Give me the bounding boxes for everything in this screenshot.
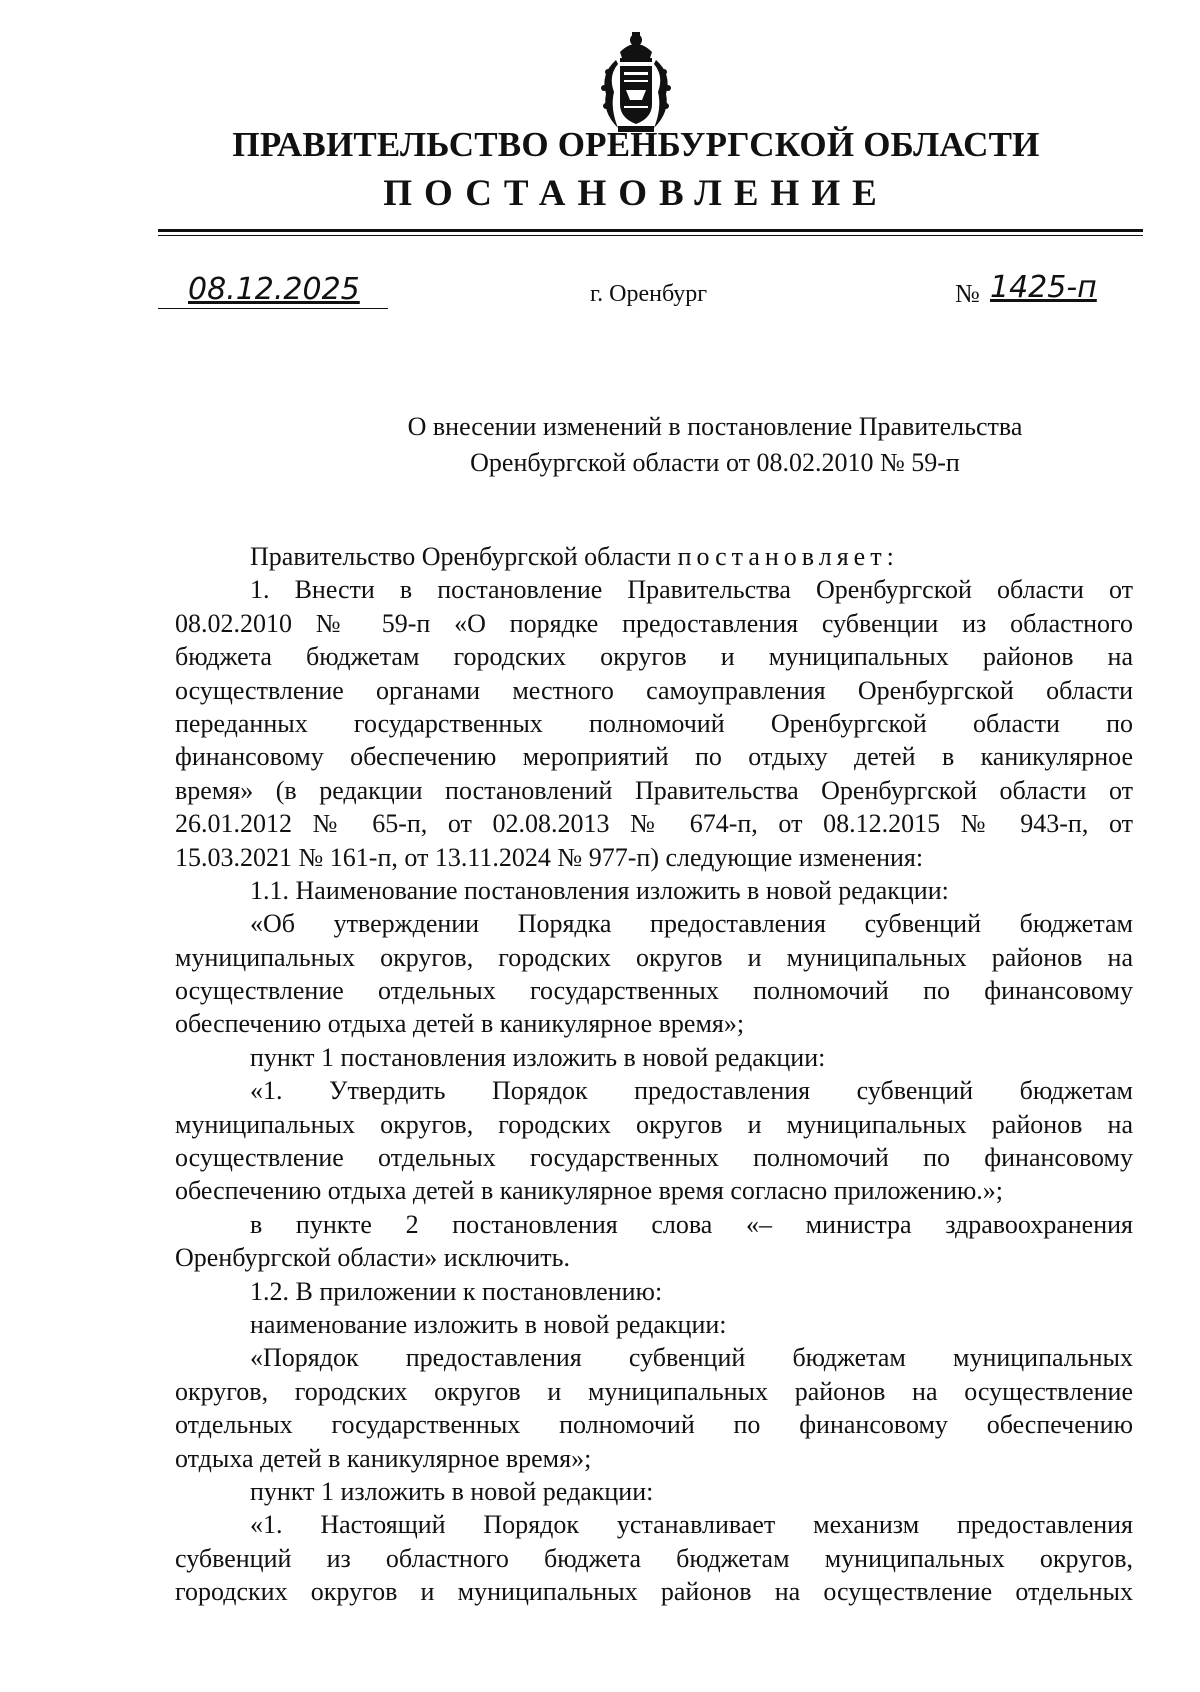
body-line: 1.2. В приложении к постановлению: (250, 1276, 663, 1306)
subject-line: О внесении изменений в постановление Правительства (407, 412, 1023, 441)
document-number: 1425-п (990, 270, 1097, 305)
header-divider-thin (158, 235, 1143, 236)
body-line: осуществление отдельных государственных полномочий по финансовому (175, 976, 1133, 1006)
coat-of-arms-icon (596, 30, 676, 134)
body-line: 26.01.2012 № 65-п, от 02.08.2013 № 674-п, от 08.12.2015 № 943-п, от (175, 809, 1133, 839)
body-line: финансовому обеспечению мероприятий по отдыху детей в каникулярное (175, 742, 1133, 772)
document-date: 08.12.2025 (188, 272, 360, 307)
body-line: отдыха детей в каникулярное время»; (175, 1443, 592, 1473)
body-line: наименование изложить в новой редакции: (250, 1309, 727, 1339)
date-underline (158, 308, 388, 309)
body-line: время» (в редакции постановлений Правительства Оренбургской области от (175, 775, 1133, 805)
body-line: переданных государственных полномочий Оренбургской области по (175, 708, 1133, 738)
document-type-title: ПОСТАНОВЛЕНИЕ (383, 173, 889, 214)
body-line: «1. Настоящий Порядок устанавливает механизм предоставления (250, 1510, 1133, 1540)
subject-line: Оренбургской области от 08.02.2010 № 59-п (470, 448, 960, 477)
body-line: 08.02.2010 № 59-п «О порядке предоставления субвенции из областного (175, 608, 1133, 638)
body-line: осуществление органами местного самоуправления Оренбургской области (175, 675, 1133, 705)
body-line: пункт 1 изложить в новой редакции: (250, 1476, 654, 1506)
body-line: муниципальных округов, городских округов и муниципальных районов на (175, 1109, 1133, 1139)
body-line: в пункте 2 постановления слова «– министра здравоохранения (250, 1209, 1133, 1239)
body-line: городских округов и муниципальных районов на осуществление отдельных (175, 1577, 1133, 1607)
preamble (175, 540, 1133, 573)
body-line: «Об утверждении Порядка предоставления субвенций бюджетам (250, 909, 1133, 939)
header-divider-thick (158, 229, 1143, 232)
body-line: «Порядок предоставления субвенций бюджетам муниципальных (250, 1343, 1133, 1373)
preamble-verb: постановляет: (677, 542, 899, 571)
body-line: отдельных государственных полномочий по финансовому обеспечению (175, 1410, 1133, 1440)
body-line: округов, городских округов и муниципальных районов на осуществление (175, 1376, 1133, 1406)
body-line: обеспечению отдыха детей в каникулярное время»; (175, 1009, 745, 1039)
body-line: пункт 1 постановления изложить в новой редакции: (250, 1042, 826, 1072)
body-line: осуществление отдельных государственных полномочий по финансовому (175, 1143, 1133, 1173)
body-line: Оренбургской области» исключить. (175, 1243, 571, 1273)
preamble-lead: Правительство Оренбургской области (250, 542, 672, 571)
organization-title: ПРАВИТЕЛЬСТВО ОРЕНБУРГСКОЙ ОБЛАСТИ (232, 125, 1040, 164)
document-body (175, 540, 1133, 1609)
document-number-label: № (955, 279, 980, 308)
body-line: бюджета бюджетам городских округов и муниципальных районов на (175, 642, 1133, 672)
body-line: 1. Внести в постановление Правительства Оренбургской области от (250, 575, 1133, 605)
body-line: «1. Утвердить Порядок предоставления субвенций бюджетам (250, 1076, 1133, 1106)
body-line: субвенций из областного бюджета бюджетам муниципальных округов, (175, 1543, 1133, 1573)
body-line: обеспечению отдыха детей в каникулярное время согласно приложению.»; (175, 1176, 1004, 1206)
body-line: муниципальных округов, городских округов и муниципальных районов на (175, 942, 1133, 972)
document-subject (300, 409, 1130, 481)
body-line: 15.03.2021 № 161-п, от 13.11.2024 № 977-п) следующие изменения: (175, 842, 924, 872)
document-city: г. Оренбург (590, 281, 708, 307)
body-line: 1.1. Наименование постановления изложить в новой редакции: (250, 875, 949, 905)
